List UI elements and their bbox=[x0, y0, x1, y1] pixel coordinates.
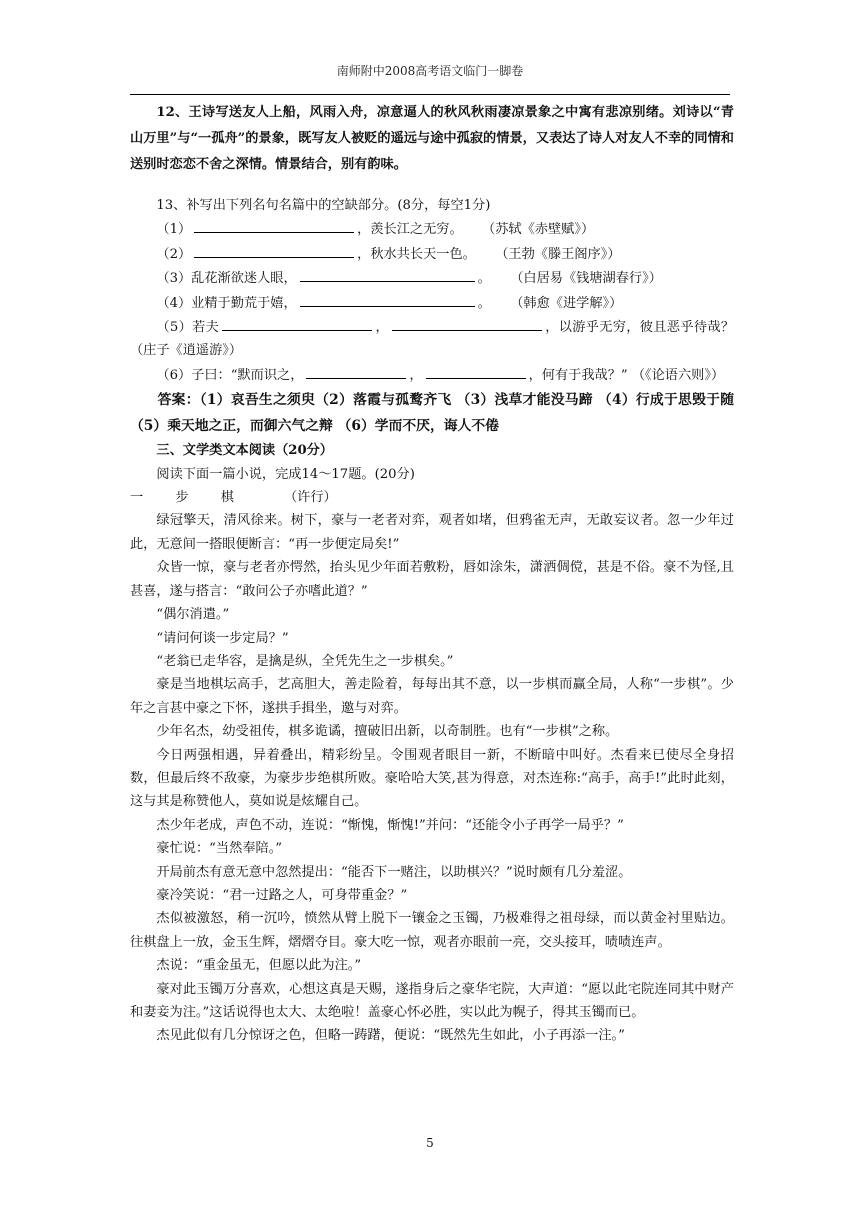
story-paragraph: 少年名杰，幼受祖传，棋多诡谲，擅破旧出新，以奇制胜。也有“一步棋”之称。 bbox=[156, 724, 619, 740]
item-num: （3）乱花渐欲迷人眼， bbox=[156, 271, 297, 287]
q13-item-1 bbox=[130, 217, 734, 241]
story-paragraph: 开局前杰有意无意中忽然提出：“能否下一赌注，以助棋兴？”说时颇有几分羞涩。 bbox=[156, 864, 632, 880]
item-source: （苏轼《赤壁赋》） bbox=[488, 222, 595, 238]
fill-blank[interactable] bbox=[300, 291, 475, 307]
story-paragraph: 杰见此似有几分惊讶之色，但略一踌躇，便说：“既然先生如此，小子再添一注。” bbox=[156, 1028, 625, 1044]
section-heading: 三、文学类文本阅读（20分） bbox=[156, 443, 333, 459]
q13-item-6 bbox=[130, 363, 734, 387]
story-paragraph: 今日两强相遇，异着叠出，精彩纷呈。令围观者眼目一新，不断暗中叫好。杰看来已使尽全身招数，但最后终不敌豪，为豪步步绝棋所败。豪哈哈大笑,甚为得意，对杰连称:“高手，高手!”此时此刻，这与其是称赞他人，莫如说是炫耀自己。 bbox=[130, 747, 734, 810]
fill-blank[interactable] bbox=[222, 315, 372, 331]
item-text: 。 bbox=[477, 295, 491, 311]
item-text: ，何有于我哉？” （《论语六则》） bbox=[528, 367, 725, 383]
story-author: （许行） bbox=[283, 490, 337, 506]
item-text: ， bbox=[375, 320, 389, 336]
item-num: （1） bbox=[156, 222, 192, 238]
story-paragraph: “老翁已走华容，是擒是纵，全凭先生之一步棋矣。” bbox=[156, 653, 454, 669]
fill-blank[interactable] bbox=[300, 266, 475, 282]
item-text: ，羡长江之无穷。 bbox=[357, 222, 463, 238]
story-paragraph: 豪对此玉镯万分喜欢，心想这真是天赐，遂指身后之豪华宅院，大声道：“愿以此宅院连同其中财产和妻妾为注。”这话说得也太大、太绝啦！盖豪心怀必胜，实以此为幌子，得其玉镯而已。 bbox=[130, 981, 734, 1020]
item-num: （4）业精于勤荒于嬉， bbox=[156, 295, 297, 311]
document-body bbox=[130, 100, 734, 1048]
section-instruction: 阅读下面一篇小说，完成14～17题。(20分) bbox=[156, 466, 415, 482]
fill-blank[interactable] bbox=[392, 315, 542, 331]
story-paragraph: “请问何谈一步定局？” bbox=[156, 630, 289, 646]
story-paragraph: 杰似被激怒，稍一沉吟，愤然从臂上脱下一镶金之玉镯，乃极难得之祖母绿，而以黄金衬里贴边。往棋盘上一放，金玉生辉，熠熠夺目。豪大吃一惊，观者亦眼前一亮，交头接耳，啧啧连声。 bbox=[130, 911, 734, 950]
q13-answer: 答案：（1）哀吾生之须臾（2）落霞与孤鹜齐飞 （3）浅草才能没马蹄 （4）行成于思毁于随 （5）乘天地之正，而御六气之辩 （6）学而不厌，诲人不倦 bbox=[130, 392, 734, 435]
q13-item-2 bbox=[130, 242, 734, 266]
spacer bbox=[130, 178, 734, 194]
story-paragraph: 杰说：“重金虽无，但愿以此为注。” bbox=[156, 958, 362, 974]
story-paragraph: 绿冠擎天，清风徐来。树下，豪与一老者对弈，观者如堵，但鸦雀无声，无敢妄议者。忽一少年过此，无意间一搭眼便断言：“再一步便定局矣!” bbox=[130, 513, 734, 552]
item-source: （白居易《钱塘湖春行》） bbox=[516, 271, 662, 287]
item-source: （王勃《滕王阁序》） bbox=[501, 246, 621, 262]
item-text: ， bbox=[409, 367, 423, 383]
page-header: 南师附中2008高考语文临门一脚卷 bbox=[336, 64, 524, 78]
item-text: 。 bbox=[477, 271, 491, 287]
story-paragraph: 豪冷笑说：“君一过路之人，可身带重金？” bbox=[156, 887, 408, 903]
q12-answer: 12、王诗写送友人上船，风雨入舟，凉意逼人的秋风秋雨凄凉景象之中寓有悲凉别绪。刘诗以“青山万里”与“一孤舟”的景象，既写友人被贬的遥远与途中孤寂的情景，又表达了诗人对友人不幸的同情和送别时恋恋不舍之深情。情景结合，别有韵味。 bbox=[130, 105, 734, 172]
fill-blank[interactable] bbox=[194, 217, 354, 233]
fill-blank[interactable] bbox=[194, 242, 354, 258]
page-number: 5 bbox=[426, 1136, 434, 1150]
item-text: ，秋水共长天一色。 bbox=[357, 246, 476, 262]
story-title: 一 步 棋 bbox=[130, 490, 248, 506]
story-title-line bbox=[130, 486, 734, 509]
fill-blank[interactable] bbox=[306, 363, 406, 379]
fill-blank[interactable] bbox=[426, 363, 526, 379]
story-paragraph: “偶尔消遣。” bbox=[156, 607, 230, 623]
q13-item-4 bbox=[130, 291, 734, 315]
item-source: （韩愈《进学解》） bbox=[516, 295, 623, 311]
q13-prompt: 13、补写出下列名句名篇中的空缺部分。(8分，每空1分) bbox=[156, 198, 491, 213]
item-num: （2） bbox=[156, 246, 192, 262]
q13-item-5 bbox=[130, 315, 734, 363]
story-text bbox=[130, 509, 734, 1047]
story-paragraph: 众皆一惊，豪与老者亦愕然，抬头见少年面若敷粉，唇如涂朱，潇洒倜傥，甚是不俗。豪不为怪,且甚喜，遂与搭言：“敢问公子亦嗜此道？” bbox=[130, 560, 734, 599]
q13-item-3 bbox=[130, 266, 734, 290]
item-text: ，以游乎无穷，彼且恶乎待哉？ （庄子《逍遥游》） bbox=[130, 320, 735, 359]
header-rule bbox=[130, 94, 730, 95]
story-paragraph: 豪是当地棋坛高手，艺高胆大，善走险着，每每出其不意，以一步棋而赢全局，人称“一步棋”。少年之言甚中豪之下怀，遂拱手揖坐，邀与对弈。 bbox=[130, 677, 734, 716]
item-text: （5）若夫 bbox=[156, 320, 220, 336]
story-paragraph: 杰少年老成，声色不动，连说：“惭愧，惭愧!”并问：“还能令小子再学一局乎？” bbox=[156, 817, 624, 833]
item-text: （6）子曰：“默而识之， bbox=[156, 367, 304, 383]
story-paragraph: 豪忙说：“当然奉陪。” bbox=[156, 841, 282, 857]
